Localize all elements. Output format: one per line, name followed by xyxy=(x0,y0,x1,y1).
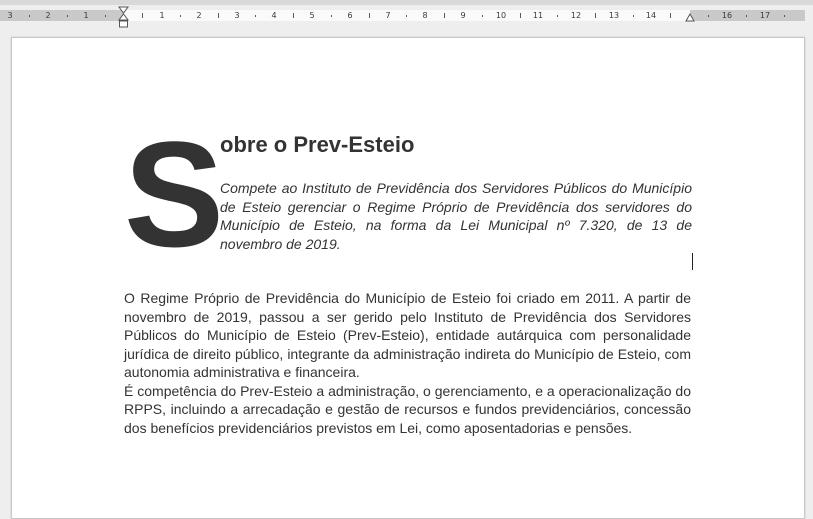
ruler-tick xyxy=(369,13,370,18)
ruler-tick xyxy=(293,13,294,18)
ruler-tick xyxy=(218,13,219,18)
ruler-tick xyxy=(746,15,747,17)
ruler-number: 16 xyxy=(721,11,733,20)
triangle-right-indent-marker-icon[interactable] xyxy=(685,13,695,22)
ruler-tick xyxy=(595,13,596,18)
horizontal-ruler[interactable] xyxy=(0,6,813,26)
ruler-tick xyxy=(482,15,483,17)
ruler-number: 3 xyxy=(7,11,13,20)
ruler-number: 12 xyxy=(570,11,582,20)
ruler-tick xyxy=(67,15,68,17)
ruler-tick xyxy=(180,15,181,17)
ruler-number: 7 xyxy=(385,11,391,20)
ruler-number: 8 xyxy=(422,11,428,20)
ruler-number: 4 xyxy=(271,11,277,20)
ruler-tick xyxy=(444,13,445,18)
ruler-number: 11 xyxy=(532,11,544,20)
body-paragraph: É competência do Prev-Esteio a administração, o gerenciamento, e a operacionalização do RPPS, incluindo a arrecadação e gestão de recursos e fundos previdenciários, concessão dos benefícios previdenciários previstos em Lei, como aposentadorias e pensões. xyxy=(124,382,691,436)
ruler-number: 2 xyxy=(45,11,51,20)
ruler-tick xyxy=(784,15,785,17)
ruler-tick xyxy=(105,15,106,17)
ruler-number: 3 xyxy=(234,11,240,20)
page-heading: obre o Prev-Esteio xyxy=(220,132,415,157)
drop-cap: S xyxy=(124,110,225,278)
ruler-number: 6 xyxy=(347,11,353,20)
ruler-number: 2 xyxy=(196,11,202,20)
hourglass-indent-marker-icon[interactable] xyxy=(118,6,129,28)
ruler-tick xyxy=(520,13,521,18)
ruler-number: 5 xyxy=(309,11,315,20)
ruler-tick xyxy=(406,15,407,17)
body-paragraph: O Regime Próprio de Previdência do Município de Esteio foi criado em 2011. A partir de novembro de 2019, passou a ser gerido pelo Instituto de Previdência dos Servidores Públicos do Município de Esteio (Prev-Esteio), entidade autárquica com personalidade jurídica de direito público, integrante da administração indireta do Município de Esteio, com autonomia administrativa e financeira. xyxy=(124,290,691,380)
ruler-number: 17 xyxy=(759,11,771,20)
ruler-tick xyxy=(633,15,634,17)
ruler-tick xyxy=(708,15,709,17)
ruler-tick xyxy=(331,15,332,17)
ruler-tick xyxy=(557,15,558,17)
ruler-tick xyxy=(29,15,30,17)
ruler-number: 13 xyxy=(608,11,620,20)
ruler-number: 1 xyxy=(159,11,165,20)
ruler-number: 1 xyxy=(83,11,89,20)
ruler-number: 14 xyxy=(645,11,657,20)
ruler-tick xyxy=(142,13,143,18)
ruler-tick xyxy=(670,13,671,18)
ruler-number: 10 xyxy=(495,11,507,20)
ruler-number: 9 xyxy=(460,11,466,20)
text-cursor xyxy=(692,253,693,270)
intro-paragraph: Compete ao Instituto de Previdência dos Servidores Públicos do Município de Esteio gerenciar o Regime Próprio de Previdência dos servidores do Município de Esteio, na forma da Lei Municipal nº 7.320, de 13 de novembro de 2019. xyxy=(220,180,692,252)
ruler-tick xyxy=(255,15,256,17)
toolbar-edge xyxy=(0,0,813,5)
document-body xyxy=(124,289,691,437)
